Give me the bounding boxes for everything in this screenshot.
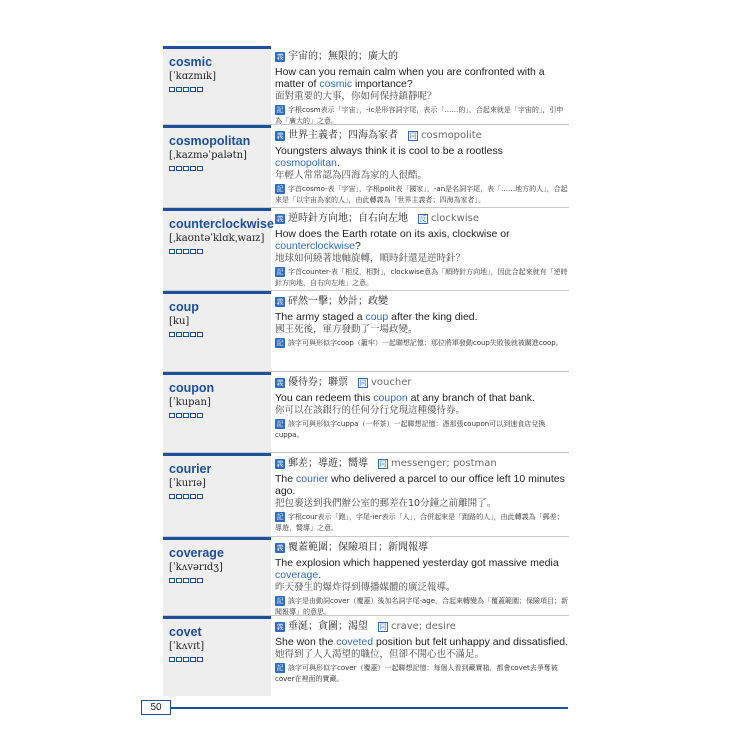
definition: 世界主義者；四海為家者: [288, 130, 398, 141]
headword: coup: [169, 300, 199, 314]
example-translation: 你可以在該銀行的任何分行兌現這種優待券。: [275, 405, 466, 416]
phonetic: [ˈkɑzmɪk]: [169, 71, 217, 82]
synonym: voucher: [371, 377, 412, 388]
memory-note: 記 該字可與形似字cuppa（一杯茶）一起聯想記憶：憑那張coupon可以到速食店兌換cuppa。: [275, 420, 546, 439]
page-number: 50: [141, 700, 171, 715]
example-sentence: Youngsters always think it is cool to be a rootless cosmopolitan.: [275, 145, 503, 169]
definition-icon: 義: [276, 460, 284, 468]
definition-icon: 義: [276, 298, 284, 306]
example-translation: 昨天發生的爆炸得到傳播媒體的廣泛報導。: [275, 582, 456, 593]
example-translation: 地球如何繞著地軸旋轉，順時針還是逆時針？: [275, 253, 466, 264]
phonetic: [ˈkʌvərɪdʒ]: [169, 562, 223, 573]
example-translation: 面對重要的大事，你如何保持鎮靜呢？: [275, 91, 437, 102]
definition: 逆時針方向地；自右向左地: [288, 213, 408, 224]
synonym-icon: 同: [379, 623, 387, 631]
memo-icon: 記: [276, 339, 284, 347]
definition: 垂涎；貪圖；渴望: [288, 621, 368, 632]
definition-icon: 義: [276, 132, 284, 140]
antonym-icon: 反: [419, 215, 427, 223]
entry-coupon: [163, 372, 569, 453]
entry-body: [271, 46, 569, 124]
entry-counterclockwise: [163, 208, 569, 291]
headword-panel: [163, 291, 271, 371]
headword-panel: [163, 616, 271, 696]
review-checkboxes[interactable]: [169, 166, 271, 171]
review-checkboxes[interactable]: [169, 578, 271, 583]
entry-body: [271, 453, 569, 536]
synonym: crave; desire: [391, 621, 456, 632]
footer-rule: [170, 707, 568, 709]
entry-body: [271, 616, 569, 696]
example-translation: 年輕人常常認為四海為家的人很酷。: [275, 170, 428, 181]
example-sentence: The courier who delivered a parcel to our office left 10 minutes ago.: [275, 473, 565, 497]
headword-panel: [163, 372, 271, 452]
memory-note: 記 該字可與形似字coop（籠牢）一起聯想記憶：那位將軍發動coup失敗後就被關進coop。: [276, 339, 563, 347]
vocabulary-page: [163, 46, 569, 696]
example-translation: 把包裹送到我們辦公室的郵差在10分鐘之前離開了。: [275, 498, 497, 509]
phonetic: [ˈkʌvɪt]: [169, 641, 205, 652]
memo-icon: 記: [276, 185, 284, 193]
entry-courier: [163, 453, 569, 537]
memory-note: 記 該字是由動詞cover（覆蓋）後加名詞字尾-age，合起來轉變為「覆蓋範圍；保險項目；新聞報導」的意思。: [275, 597, 569, 616]
review-checkboxes[interactable]: [169, 494, 271, 499]
headword: courier: [169, 462, 212, 476]
memory-note: 記 字根cour表示「跑」，字尾-ier表示「人」，合併起來是「跑路的人」，由此轉義為「郵差；導遊，嚮導」之意。: [275, 513, 564, 532]
example-sentence: She won the coveted position but felt unhappy and dissatisfied.: [275, 636, 569, 648]
headword-panel: [163, 46, 271, 124]
memo-icon: 記: [276, 513, 284, 521]
headword: covet: [169, 625, 202, 639]
definition-icon: 義: [276, 379, 284, 387]
entry-body: [271, 208, 569, 290]
memo-icon: 記: [276, 268, 284, 276]
review-checkboxes[interactable]: [169, 413, 271, 418]
entry-body: [271, 537, 569, 615]
synonym: messenger; postman: [391, 458, 497, 469]
example-sentence: You can redeem this coupon at any branch of that bank.: [275, 392, 535, 404]
definition-icon: 義: [276, 215, 284, 223]
antonym: clockwise: [431, 213, 480, 224]
memory-note: 記 字根cosm表示「宇宙」，-ic是形容詞字尾，表示「……的」，合起來就是「宇宙的」，引申為「廣大的」之意。: [275, 106, 564, 125]
definition: 砰然一擊；妙計；政變: [288, 296, 388, 307]
entry-body: [271, 125, 569, 207]
memory-note: 記 字首counter-表「相反，相對」，clockwise意為「順時針方向地」，因此合起來就有「逆時針方向地，自右向左地」之意。: [275, 268, 568, 287]
entry-body: [271, 291, 569, 371]
memo-icon: 記: [276, 597, 284, 605]
phonetic: [ˈkurɪə]: [169, 478, 206, 489]
headword: coupon: [169, 381, 215, 395]
phonetic: [ku]: [169, 316, 190, 327]
synonym-icon: 同: [359, 379, 367, 387]
review-checkboxes[interactable]: [169, 332, 271, 337]
headword-panel: [163, 125, 271, 207]
headword: counterclockwise: [169, 217, 274, 231]
synonym-icon: 同: [409, 132, 417, 140]
definition-icon: 義: [276, 53, 284, 61]
definition: 優待券；聯票: [288, 377, 348, 388]
phonetic: [ˈkupan]: [169, 397, 211, 408]
memo-icon: 記: [276, 420, 284, 428]
phonetic: [ˌkazməˈpalətn]: [169, 150, 247, 161]
definition: 覆蓋範圍；保險項目；新聞報導: [288, 542, 428, 553]
entry-coverage: [163, 537, 569, 616]
example-sentence: The army staged a coup after the king died.: [275, 311, 478, 323]
memo-icon: 記: [276, 106, 284, 114]
headword: coverage: [169, 546, 224, 560]
definition-icon: 義: [276, 623, 284, 631]
headword-panel: [163, 208, 274, 290]
definition-icon: 義: [276, 544, 284, 552]
synonym: cosmopolite: [421, 130, 482, 141]
entry-cosmic: [163, 46, 569, 125]
headword: cosmic: [169, 55, 213, 69]
memory-note: 記 字首cosmo-表「宇宙」，字根polit表「國家」，-an是名詞字尾，表「……地方的人」，合起來是「以宇宙為家的人」，由此轉義為「世界主義者；四海為家者」。: [275, 185, 568, 204]
memory-note: 記 該字可與形似字cover（覆蓋）一起聯想記憶：每個人看到藏寶箱，都會covet去爭奪被cover在裡面的寶藏。: [275, 664, 558, 683]
review-checkboxes[interactable]: [169, 657, 271, 662]
headword-panel: [163, 537, 271, 615]
entry-cosmopolitan: [163, 125, 569, 208]
memo-icon: 記: [276, 664, 284, 672]
example-translation: 國王死後，軍方發動了一場政變。: [275, 324, 418, 335]
review-checkboxes[interactable]: [169, 249, 271, 254]
example-translation: 她得到了人人渴望的職位，但卻不開心也不滿足。: [275, 649, 485, 660]
entry-coup: [163, 291, 569, 372]
example-sentence: How does the Earth rotate on its axis, clockwise or counterclockwise?: [275, 228, 510, 252]
definition: 郵差；導遊；嚮導: [288, 458, 368, 469]
headword: cosmopolitan: [169, 134, 251, 148]
entry-body: [271, 372, 569, 452]
review-checkboxes[interactable]: [169, 87, 271, 92]
headword-panel: [163, 453, 271, 536]
synonym-icon: 同: [379, 460, 387, 468]
example-sentence: The explosion which happened yesterday got massive media coverage.: [275, 557, 559, 581]
example-sentence: How can you remain calm when you are confronted with a matter of cosmic importance?: [275, 66, 545, 90]
entry-covet: [163, 616, 569, 696]
phonetic: [ˌkaʊntəˈklɑkˌwaɪz]: [169, 233, 265, 244]
definition: 宇宙的；無限的；廣大的: [288, 51, 398, 62]
